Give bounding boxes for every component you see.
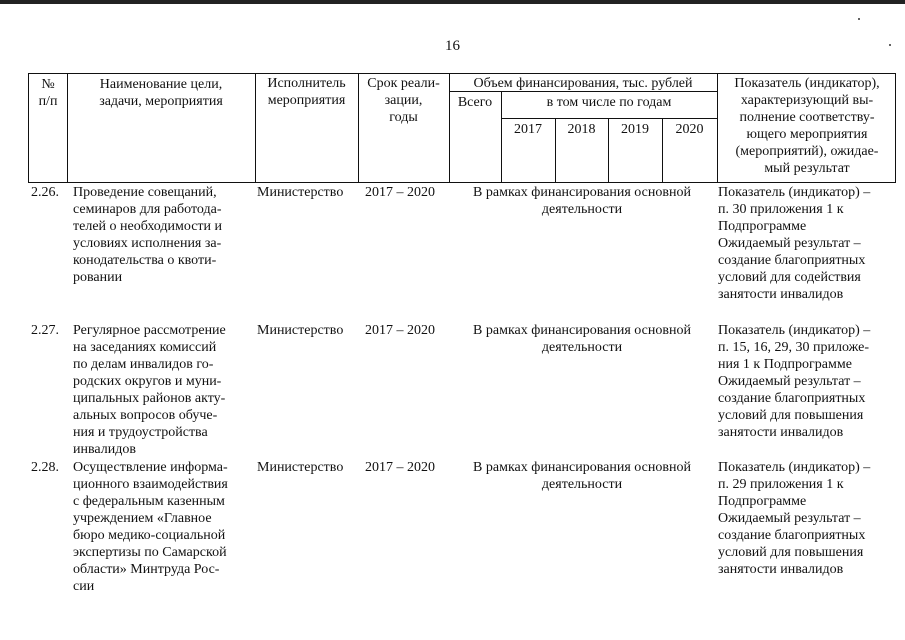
row-financing-line: деятельности: [541, 202, 623, 217]
header-term-line: годы: [389, 110, 418, 125]
header-indicator-line: мый результат: [764, 161, 850, 176]
row-executor: Министерство: [257, 460, 344, 475]
header-indicator-line: Показатель (индикатор),: [734, 76, 880, 91]
row-financing-line: деятельности: [541, 340, 623, 355]
row-financing-line: В рамках финансирования основной: [473, 323, 691, 338]
header-indicator-line: ющего мероприятия: [746, 127, 868, 142]
row-indicator-line: Показатель (индикатор) –: [718, 460, 871, 475]
row-name: [73, 322, 258, 458]
row-executor: Министерство: [257, 185, 344, 200]
row-indicator-line: условий для повышения: [718, 545, 864, 560]
row-indicator: [718, 322, 898, 441]
row-indicator-line: занятости инвалидов: [718, 287, 844, 302]
row-financing: [448, 322, 716, 356]
row-name-line: ровании: [73, 270, 123, 285]
row-indicator-line: Ожидаемый результат –: [718, 236, 861, 251]
row-number: 2.26.: [31, 185, 59, 200]
row-indicator-line: ния 1 к Подпрограмме: [718, 357, 852, 372]
scan-top-edge: [0, 0, 905, 4]
table-header: [28, 73, 896, 183]
row-name-line: сии: [73, 579, 95, 594]
header-name-line: Наименование цели,: [99, 77, 223, 92]
header-name: [67, 76, 255, 110]
header-executor: [255, 75, 358, 109]
row-name: [73, 184, 258, 286]
header-indicator: [717, 75, 897, 177]
row-term: 2017 – 2020: [365, 323, 435, 338]
header-num: [29, 76, 67, 110]
row-indicator-line: Показатель (индикатор) –: [718, 185, 871, 200]
header-year: 2017: [514, 122, 542, 137]
row-name-line: Проведение совещаний,: [73, 185, 217, 200]
row-indicator: [718, 459, 898, 578]
row-indicator-line: занятости инвалидов: [718, 562, 844, 577]
row-financing-line: В рамках финансирования основной: [473, 460, 691, 475]
row-indicator-line: п. 29 приложения 1 к: [718, 477, 844, 492]
row-name-line: учреждением «Главное: [73, 511, 212, 526]
row-indicator-line: создание благоприятных: [718, 391, 866, 406]
row-name-line: ципальных районов акту-: [73, 391, 226, 406]
header-indicator-line: полнение соответству-: [739, 110, 875, 125]
row-name-line: экспертизы по Самарской: [73, 545, 227, 560]
row-executor: Министерство: [257, 323, 344, 338]
row-indicator-line: Подпрограмме: [718, 494, 807, 509]
header-num-line: №: [41, 77, 55, 92]
row-name-line: инвалидов: [73, 442, 136, 457]
row-name-line: области» Минтруда Рос-: [73, 562, 220, 577]
header-year: 2020: [675, 122, 704, 137]
row-indicator-line: создание благоприятных: [718, 528, 866, 543]
row-financing-line: В рамках финансирования основной: [473, 185, 691, 200]
row-name-line: ния и трудоустройства: [73, 425, 208, 440]
page-number: 16: [445, 38, 460, 54]
row-indicator-line: занятости инвалидов: [718, 425, 844, 440]
row-indicator-line: п. 30 приложения 1 к: [718, 202, 844, 217]
header-total: Всего: [457, 95, 493, 110]
row-name-line: семинаров для работода-: [73, 202, 222, 217]
row-name-line: альных вопросов обуче-: [73, 408, 218, 423]
header-indicator-line: характеризующий вы-: [740, 93, 874, 108]
row-name-line: с федеральным казенным: [73, 494, 225, 509]
row-financing: [448, 184, 716, 218]
header-term-line: Срок реали-: [367, 76, 440, 91]
row-financing: [448, 459, 716, 493]
header-financing: Объем финансирования, тыс. рублей: [473, 76, 693, 91]
row-indicator-line: Ожидаемый результат –: [718, 511, 861, 526]
row-indicator-line: п. 15, 16, 29, 30 приложе-: [718, 340, 869, 355]
header-by-years: в том числе по годам: [546, 95, 672, 110]
row-number: 2.28.: [31, 460, 59, 475]
row-name-line: Регулярное рассмотрение: [73, 323, 226, 338]
row-name-line: телей о необходимости и: [73, 219, 223, 234]
row-name-line: Осуществление информа-: [73, 460, 228, 475]
row-name-line: условиях исполнения за-: [73, 236, 222, 251]
header-year: 2018: [567, 122, 596, 137]
row-indicator-line: Ожидаемый результат –: [718, 374, 861, 389]
header-indicator-line: (мероприятий), ожидае-: [735, 144, 879, 159]
header-num-line: п/п: [38, 94, 58, 109]
row-name-line: родских округов и муни-: [73, 374, 222, 389]
row-name-line: на заседаниях комиссий: [73, 340, 217, 355]
header-executor-line: мероприятия: [267, 93, 346, 108]
header-name-line: задачи, мероприятия: [99, 94, 223, 109]
scan-speck: [858, 18, 860, 20]
row-name-line: по делам инвалидов го-: [73, 357, 214, 372]
row-name-line: бюро медико-социальной: [73, 528, 226, 543]
row-indicator: [718, 184, 898, 303]
row-term: 2017 – 2020: [365, 460, 435, 475]
header-term: [358, 75, 449, 126]
header-executor-line: Исполнитель: [267, 76, 346, 91]
row-indicator-line: условий для повышения: [718, 408, 864, 423]
row-indicator-line: Показатель (индикатор) –: [718, 323, 871, 338]
row-indicator-line: условий для содействия: [718, 270, 861, 285]
row-indicator-line: создание благоприятных: [718, 253, 866, 268]
row-name-line: ционного взаимодействия: [73, 477, 228, 492]
row-number: 2.27.: [31, 323, 59, 338]
header-term-line: зации,: [384, 93, 423, 108]
row-divider: [501, 118, 717, 119]
row-term: 2017 – 2020: [365, 185, 435, 200]
header-year: 2019: [621, 122, 649, 137]
row-financing-line: деятельности: [541, 477, 623, 492]
row-name-line: конодательства о квоти-: [73, 253, 217, 268]
row-indicator-line: Подпрограмме: [718, 219, 807, 234]
row-name: [73, 459, 258, 595]
